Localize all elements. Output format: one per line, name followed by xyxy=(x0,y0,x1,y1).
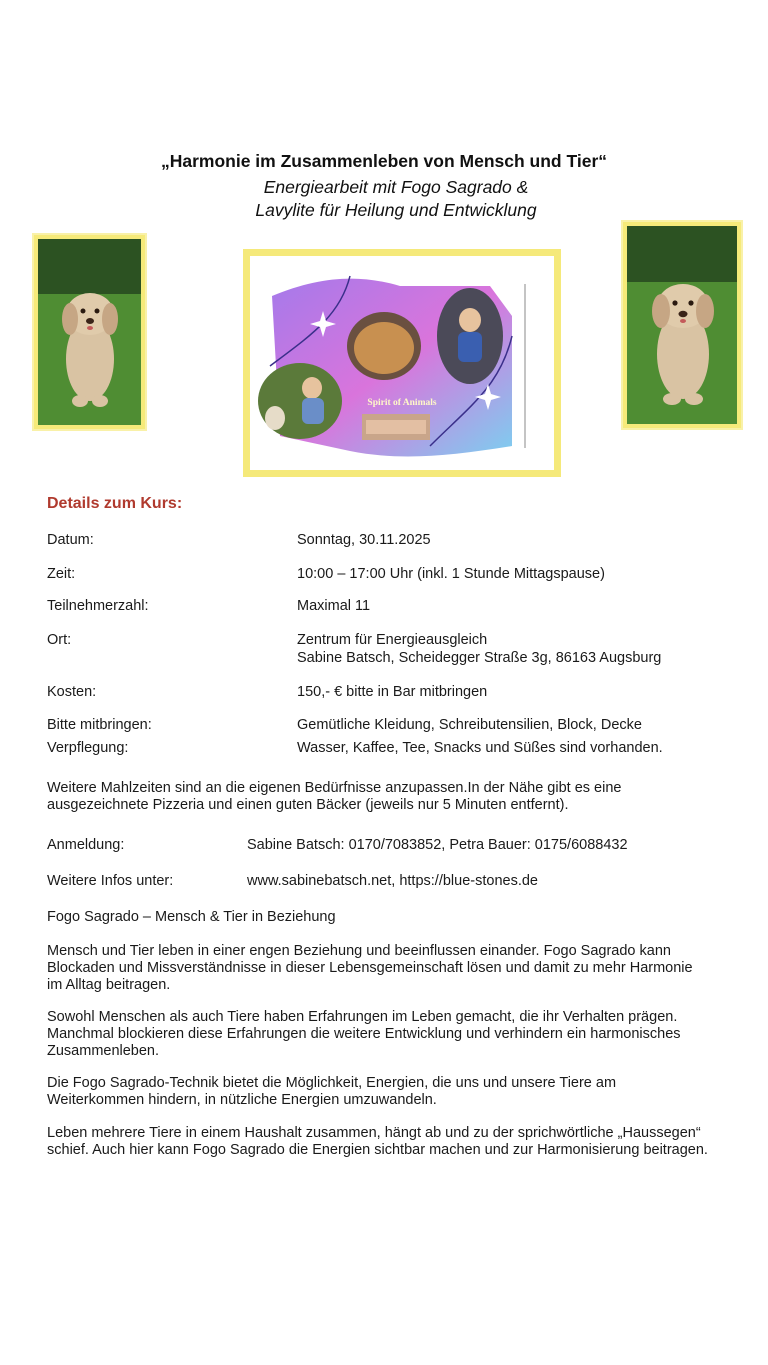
datum-label: Datum: xyxy=(47,532,94,548)
paragraph-3-line-2: Weiterkommen hindern, in nützliche Energien umzuwandeln. xyxy=(47,1092,437,1108)
kosten-value: 150,- € bitte in Bar mitbringen xyxy=(297,684,488,700)
flyer-graphic xyxy=(250,256,554,470)
ort-label: Ort: xyxy=(47,632,72,648)
dog-photo-left xyxy=(32,233,147,431)
spirit-of-animals-flyer xyxy=(243,249,561,477)
mitbringen-label: Bitte mitbringen: xyxy=(47,717,152,733)
zeit-label: Zeit: xyxy=(47,566,76,582)
paragraph-3-line-1: Die Fogo Sagrado-Technik bietet die Möglichkeit, Energien, die uns und unsere Tiere am xyxy=(47,1075,617,1091)
subtitle-line-1: Energiearbeit mit Fogo Sagrado & xyxy=(263,177,529,197)
verpflegung-label: Verpflegung: xyxy=(47,740,129,756)
paragraph-4-line-2: schief. Auch hier kann Fogo Sagrado die Energien sichtbar machen und zur Harmonisierung beitragen. xyxy=(47,1142,708,1158)
meals-line-2: ausgezeichnete Pizzeria und einen guten Bäcker (jeweils nur 5 Minuten entfernt). xyxy=(47,797,569,813)
ort-value-line-2: Sabine Batsch, Scheidegger Straße 3g, 86163 Augsburg xyxy=(297,650,662,666)
anmeldung-label: Anmeldung: xyxy=(47,837,125,853)
dog-illustration-right xyxy=(627,226,737,424)
infos-label: Weitere Infos unter: xyxy=(47,873,174,889)
paragraph-2 xyxy=(47,1009,759,1060)
subtitle-line-2: Lavylite für Heilung und Entwicklung xyxy=(255,200,537,220)
meals-paragraph xyxy=(47,780,759,814)
paragraph-1-line-2: Blockaden und Missverständnisse in dieser Lebensgemeinschaft lösen und damit zu mehr Harmonie xyxy=(47,960,693,976)
kosten-label: Kosten: xyxy=(47,684,97,700)
mitbringen-value: Gemütliche Kleidung, Schreibutensilien, Block, Decke xyxy=(297,717,642,733)
teilnehmerzahl-value: Maximal 11 xyxy=(297,598,371,614)
dog-illustration-left xyxy=(38,239,141,425)
flyer-caption: Spirit of Animals xyxy=(367,398,437,408)
paragraph-2-line-3: Zusammenleben. xyxy=(47,1043,160,1059)
dog-photo-right xyxy=(621,220,743,430)
anmeldung-value: Sabine Batsch: 0170/7083852, Petra Bauer: 0175/6088432 xyxy=(247,837,628,853)
paragraph-3 xyxy=(47,1075,759,1109)
details-heading: Details zum Kurs: xyxy=(47,495,183,512)
paragraph-2-line-1: Sowohl Menschen als auch Tiere haben Erfahrungen im Leben gemacht, die ihr Verhalten prägen. xyxy=(47,1009,678,1025)
zeit-value: 10:00 – 17:00 Uhr (inkl. 1 Stunde Mittagspause) xyxy=(297,566,605,582)
paragraph-1 xyxy=(47,943,759,994)
page-title: „Harmonie im Zusammenleben von Mensch und Tier“ xyxy=(160,151,608,171)
ort-value-line-1: Zentrum für Energieausgleich xyxy=(297,632,488,648)
verpflegung-value: Wasser, Kaffee, Tee, Snacks und Süßes sind vorhanden. xyxy=(297,740,663,756)
meals-line-1: Weitere Mahlzeiten sind an die eigenen Bedürfnisse anzupassen.In der Nähe gibt es eine xyxy=(47,780,622,796)
teilnehmerzahl-label: Teilnehmerzahl: xyxy=(47,598,149,614)
paragraph-4 xyxy=(47,1125,759,1159)
paragraph-4-line-1: Leben mehrere Tiere in einem Haushalt zusammen, hängt ab und zu der sprichwörtliche „Haussegen“ xyxy=(47,1125,701,1141)
paragraph-2-line-2: Manchmal blockieren diese Erfahrungen die weitere Entwicklung und verhindern ein harmonisches xyxy=(47,1026,681,1042)
datum-value: Sonntag, 30.11.2025 xyxy=(297,532,431,548)
paragraph-1-line-3: im Alltag beitragen. xyxy=(47,977,171,993)
paragraph-1-line-1: Mensch und Tier leben in einer engen Beziehung und beeinflussen einander. Fogo Sagrado kann xyxy=(47,943,671,959)
intro-line: Fogo Sagrado – Mensch & Tier in Beziehung xyxy=(47,909,336,925)
infos-value: www.sabinebatsch.net, https://blue-stones.de xyxy=(247,873,538,889)
